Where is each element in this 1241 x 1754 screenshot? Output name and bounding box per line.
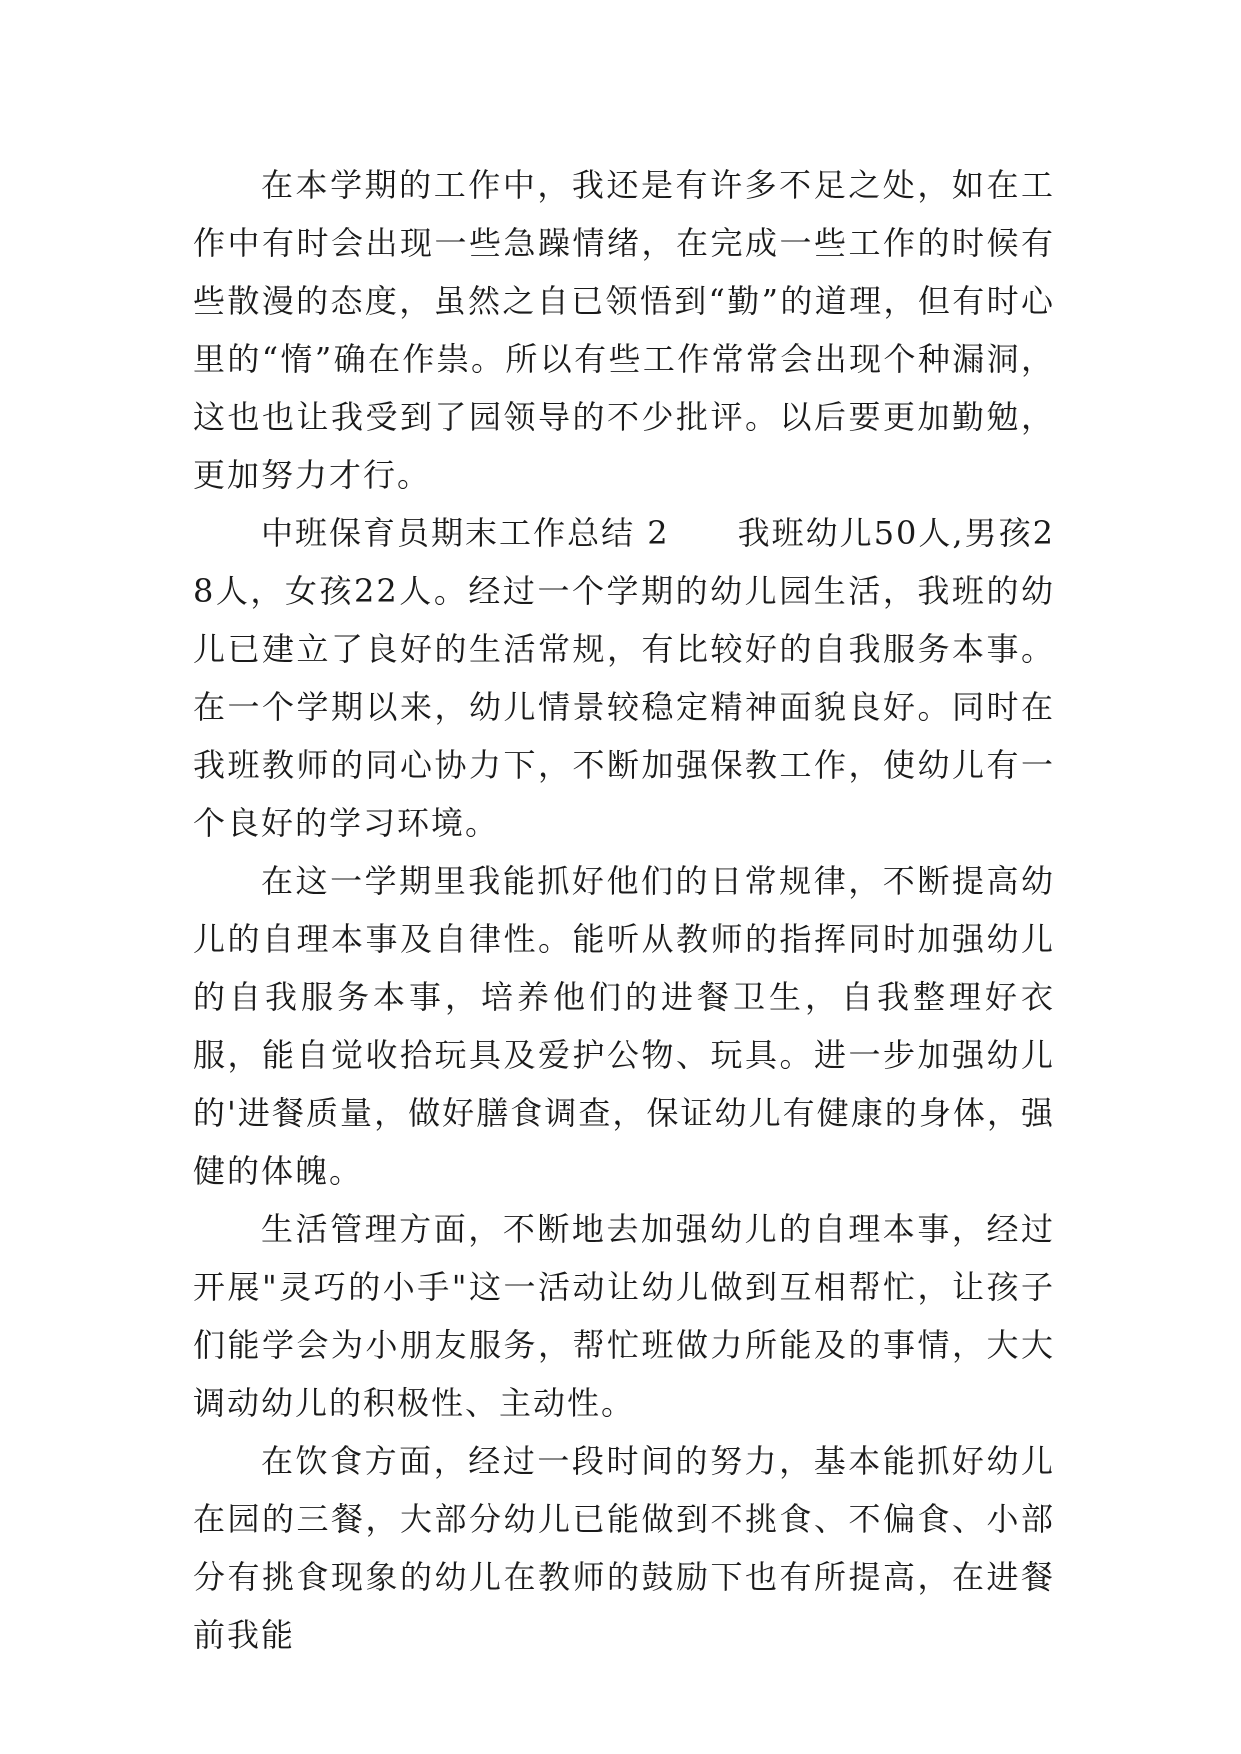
paragraph-summary-2-intro: 中班保育员期末工作总结 2 我班幼儿50人,男孩28人，女孩22人。经过一个学期的幼儿园生活，我班的幼儿已建立了良好的生活常规，有比较好的自我服务本事。在一个学期以来，幼儿情景较稳定精神面貌良好。同时在我班教师的同心协力下，不断加强保教工作，使幼儿有一个良好的学习环境。 <box>193 514 1055 842</box>
paragraph-daily-routine: 在这一学期里我能抓好他们的日常规律，不断提高幼儿的自理本事及自律性。能听从教师的指挥同时加强幼儿的自我服务本事，培养他们的进餐卫生，自我整理好衣服，能自觉收拾玩具及爱护公物、玩具。进一步加强幼儿的'进餐质量，做好膳食调查，保证幼儿有健康的身体，强健的体魄。 <box>193 862 1055 1190</box>
paragraph-diet: 在饮食方面，经过一段时间的努力，基本能抓好幼儿在园的三餐，大部分幼儿已能做到不挑食、不偏食、小部分有挑食现象的幼儿在教师的鼓励下也有所提高，在进餐前我能 <box>193 1442 1055 1654</box>
paragraph-life-management: 生活管理方面，不断地去加强幼儿的自理本事，经过开展"灵巧的小手"这一活动让幼儿做到互相帮忙，让孩子们能学会为小朋友服务，帮忙班做力所能及的事情，大大调动幼儿的积极性、主动性。 <box>193 1210 1055 1422</box>
paragraph-work-shortcomings: 在本学期的工作中，我还是有许多不足之处，如在工作中有时会出现一些急躁情绪，在完成一些工作的时候有些散漫的态度，虽然之自已领悟到“勤”的道理，但有时心里的“惰”确在作祟。所以有些工作常常会出现个种漏洞，这也也让我受到了园领导的不少批评。以后要更加勤勉，更加努力才行。 <box>193 166 1055 494</box>
document-body <box>193 156 1055 1664</box>
